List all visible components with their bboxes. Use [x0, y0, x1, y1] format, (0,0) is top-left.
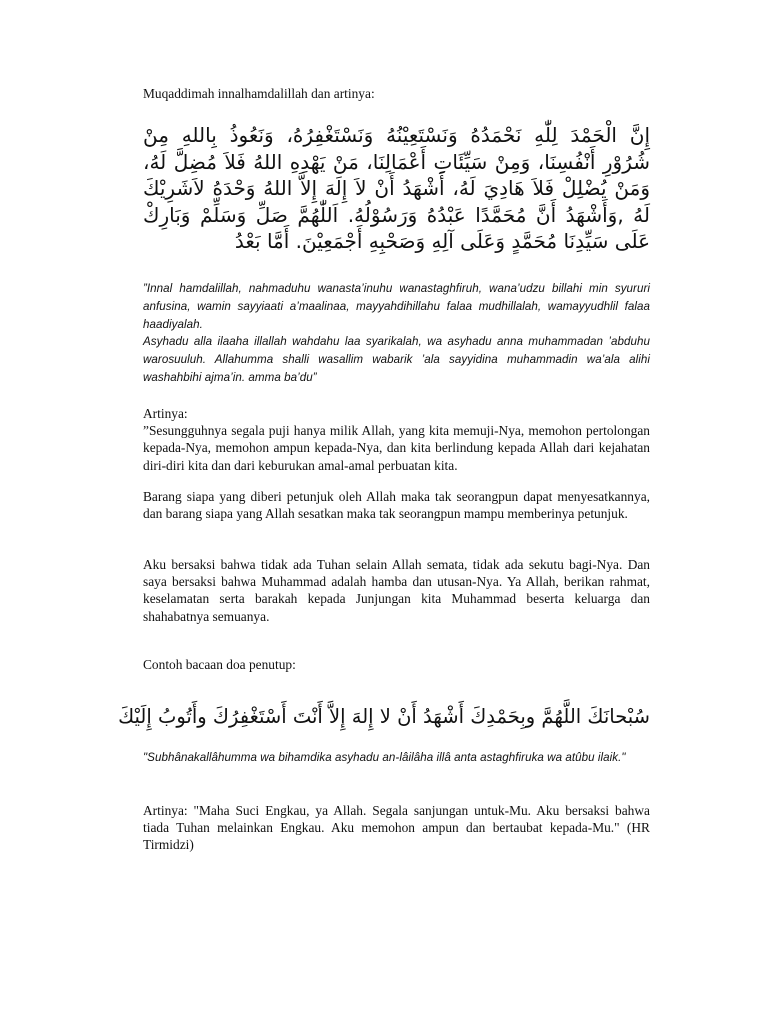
transliteration-block — [143, 280, 650, 387]
translation-block — [143, 405, 650, 474]
section-heading-closing: Contoh bacaan doa penutup: — [143, 657, 296, 672]
closing-translation: Artinya: "Maha Suci Engkau, ya Allah. Segala sanjungan untuk-Mu. Aku bersaksi bahwa tiada Tuhan melainkan Engkau. Aku memohon ampun dan bertaubat kepada-Mu." (HR Tirmidzi) — [143, 803, 650, 853]
transliteration-paragraph-2: Asyhadu alla ilaaha illallah wahdahu laa syarikalah, wa asyhadu anna muhammadan ’abduhu warosuuluh. Allahumma shalli wasallim wabarik ’ala sayyidina muhammadin wa’ala alihi washahbihi ajma’in. amma ba’du” — [143, 335, 650, 384]
section-heading-muqaddimah: Muqaddimah innalhamdalillah dan artinya: — [143, 86, 375, 101]
translation-paragraph-2: Barang siapa yang diberi petunjuk oleh Allah maka tak seorangpun dapat menyesatkannya, dan barang siapa yang Allah sesatkan maka tak seorangpun mampu memberinya petunjuk. — [143, 489, 650, 522]
closing-transliteration: "Subhânakallâhumma wa bihamdika asyhadu an-lâilâha illâ anta astaghfiruka wa atûbu ilaik." — [143, 751, 626, 764]
translation-paragraph-3: Aku bersaksi bahwa tidak ada Tuhan selain Allah semata, tidak ada sekutu bagi-Nya. Dan saya bersaksi bahwa Muhammad adalah hamba dan utusan-Nya. Ya Allah, berikan rahmat, keselamatan serta barakah kepada Junjungan kita Muhammad beserta keluarga dan shahabatnya semuanya. — [143, 557, 650, 624]
arabic-muqaddimah-text: إِنَّ الْحَمْدَ لِلّٰهِ نَحْمَدُهُ وَنَسْتَعِيْنُهُ وَنَسْتَغْفِرُهُ، وَنَعُوذُ بِاللهِ مِنْ شُرُوْرِ أَنْفُسِنَا، وَمِنْ سَيِّئَاتِ أَعْمَالِنَا، مَنْ يَهْدِهِ اللهُ فَلاَ مُضِلَّ لَهُ، وَمَنْ يُضْلِلْ فَلاَ هَادِيَ لَهُ، أَشْهَدُ أَنْ لاَ إِلَهَ إِلاَّ اللهُ وَحْدَهُ لاَشَرِيْكَ لَهُ ,وَأَشْهَدُ أَنَّ مُحَمَّدًا عَبْدُهُ وَرَسُوْلُهُ. اَللّٰهُمَّ صَلِّ وَسَلِّمْ وَبَارِكْ عَلَى سَيِّدِنَا مُحَمَّدٍ وَعَلَى آلِهِ وَصَحْبِهِ أَجْمَعِيْنَ. أَمَّا بَعْدُ — [143, 123, 650, 253]
transliteration-paragraph-1: ”Innal hamdalillah, nahmaduhu wanasta’inuhu wanastaghfiruh, wana’udzu billahi min syururi anfusina, wamin sayyiaati a’maalinaa, mayyahdihillahu falaa mudhillalah, wamayyudhlil falaa haadiyalah. — [143, 282, 650, 331]
artinya-label: Artinya: — [143, 406, 188, 421]
translation-paragraph-1: ”Sesungguhnya segala puji hanya milik Allah, yang kita memuji-Nya, memohon pertolongan kepada-Nya, memohon ampun kepada-Nya, dan kita berlindung kepada Allah dari kejahatan diri-diri kita dan dari keburukan amal-amal perbuatan kita. — [143, 423, 650, 473]
arabic-closing-prayer: سُبْحانَكَ اللَّهُمَّ وبِحَمْدِكَ أَشْهَدُ أَنْ لا إِلهَ إِلاَّ أَنْتَ أَسْتَغْفِرُكَ وأَتُوبُ إِلَيْكَ — [118, 705, 650, 728]
